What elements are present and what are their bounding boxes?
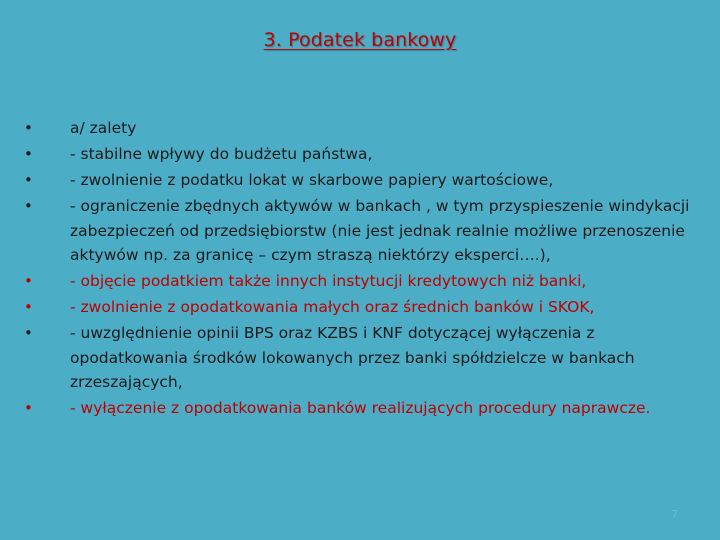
list-item-text: a/ zalety (70, 119, 137, 137)
page-number: 7 (671, 509, 678, 520)
list-item-text: - zwolnienie z opodatkowania małych oraz średnich banków i SKOK, (70, 298, 595, 316)
list-item (22, 116, 692, 141)
bullet-icon: • (24, 272, 33, 290)
list-item-text: - objęcie podatkiem także innych instytucji kredytowych niż banki, (70, 272, 587, 290)
list-item-text: - stabilne wpływy do budżetu państwa, (70, 145, 373, 163)
bullet-list (22, 116, 692, 421)
list-item-text: - ograniczenie zbędnych aktywów w bankach , w tym przyspieszenie windykacji zabezpieczeń od przedsiębiorstw (nie jest jednak realnie możliwe przenoszenie aktywów np. za granicę – czym straszą niektórzy eksperci….), (70, 197, 690, 264)
bullet-icon: • (24, 298, 33, 316)
list-item (22, 269, 692, 294)
bullet-icon: • (24, 119, 33, 137)
bullet-icon: • (24, 145, 33, 163)
list-item (22, 396, 692, 421)
slide-title: 3. Podatek bankowy (263, 29, 457, 51)
bullet-icon: • (24, 171, 33, 189)
list-item-text: - wyłączenie z opodatkowania banków realizujących procedury naprawcze. (70, 399, 651, 417)
bullet-icon: • (24, 399, 33, 417)
bullet-icon: • (24, 324, 33, 342)
list-item (22, 321, 692, 395)
bullet-icon: • (24, 197, 33, 215)
list-item (22, 194, 692, 268)
list-item (22, 295, 692, 320)
list-item (22, 168, 692, 193)
list-item (22, 142, 692, 167)
slide-content (22, 116, 692, 422)
list-item-text: - zwolnienie z podatku lokat w skarbowe papiery wartościowe, (70, 171, 554, 189)
list-item-text: - uwzględnienie opinii BPS oraz KZBS i KNF dotyczącej wyłączenia z opodatkowania środków lokowanych przez banki spółdzielcze w bankach zrzeszających, (70, 324, 635, 391)
